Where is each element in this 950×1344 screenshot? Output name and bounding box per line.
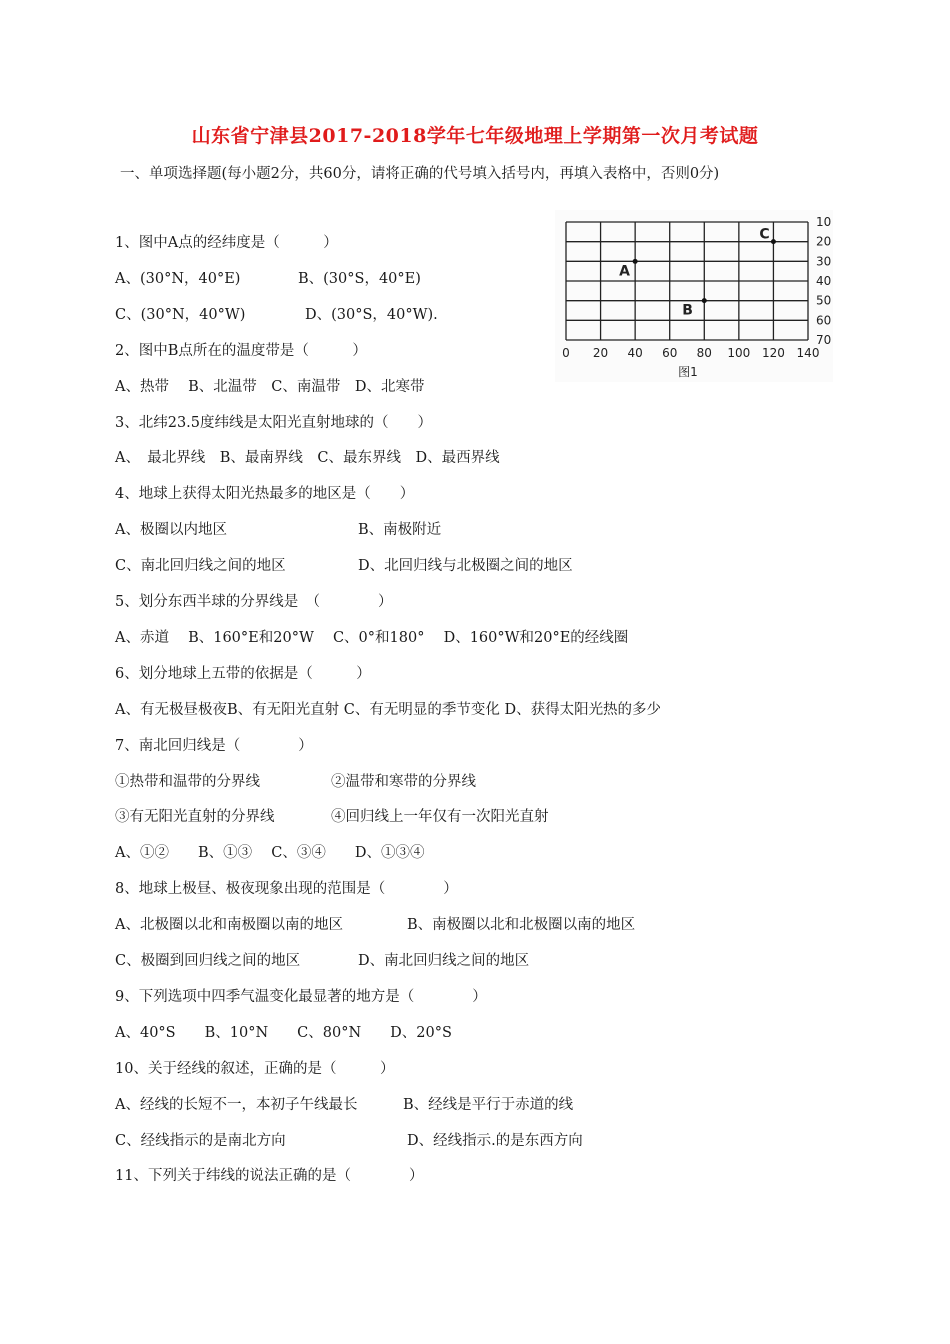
y-tick-label: 60 [816,313,832,328]
question-line [115,267,421,288]
x-tick-label: 20 [592,346,609,360]
question-line [115,698,661,719]
question-line [115,913,636,934]
line-text: ③有无阳光直射的分界线 [115,809,275,826]
point-a-marker [633,259,638,264]
point-c-marker [771,239,776,244]
y-tick-label: 70 [816,333,832,347]
line-text: C、极圈到回归线之间的地区 [115,953,301,969]
line-text: A、极圈以内地区 [115,522,227,539]
question-line [115,985,487,1006]
line-text: C、(30°N，40°W) [115,306,246,323]
question-line [115,231,338,252]
x-tick-label: 0 [562,346,570,360]
grid-map-svg [555,210,833,382]
question-line [115,1057,394,1078]
question-line [115,770,476,791]
line-text: A、经线的长短不一，本初子午线最长 [115,1096,358,1113]
question-line [115,877,458,898]
question-line [115,446,500,467]
line-text: 5、划分东西半球的分界线是 （ ） [115,594,393,610]
question-line [115,949,530,970]
line-text: ①热带和温带的分界线 [115,773,260,790]
line-option-right: D、北回归线与北极圈之间的地区 [358,558,573,575]
question-line [115,590,392,611]
line-text: A、 最北界线 B、最南界线 C、最东界线 D、最西界线 [115,450,500,467]
line-option-right: ②温带和寒带的分界线 [331,773,476,790]
question-line [115,805,549,826]
line-option-right: B、南极附近 [358,522,442,539]
question-line [115,1164,423,1185]
question-line [115,482,414,503]
figure-caption: 图1 [678,365,698,379]
point-a-label: A [619,263,630,280]
line-text: A、(30°N，40°E) [115,270,241,287]
question-line [115,1021,452,1042]
x-tick-label: 100 [727,346,751,360]
line-option-right: B、经线是平行于赤道的线 [403,1096,574,1113]
y-tick-label: 20 [816,234,832,249]
question-line [115,411,432,432]
line-text: 8、地球上极昼、极夜现象出现的范围是（ ） [115,881,458,898]
line-text: 4、地球上获得太阳光热最多的地区是（ ） [115,486,415,503]
line-text: A、①② B、①③ C、③④ D、①③④ [115,845,425,862]
question-line [115,841,424,862]
line-text: A、40°S B、10°N C、80°N D、20°S [115,1024,452,1041]
line-text: 7、南北回归线是（ ） [115,737,313,754]
x-tick-label: 60 [662,346,678,360]
line-option-right: D、经线指示.的是东西方向 [407,1132,583,1149]
line-text: C、南北回归线之间的地区 [115,558,286,575]
point-b-marker [702,298,707,303]
line-text: A、有无极昼极夜B、有无阳光直射 C、有无明显的季节变化 D、获得太阳光热的多少 [115,701,662,718]
question-line [115,375,424,396]
question-line [115,554,573,575]
y-tick-label: 10 [816,215,832,229]
line-option-right: D、南北回归线之间的地区 [358,953,530,969]
point-b-label: B [682,302,693,319]
point-c-label: C [759,226,770,243]
section-heading: 一、单项选择题(每小题2分，共60分，请将正确的代号填入括号内，再填入表格中，否则0分) [120,166,720,182]
question-line [115,1129,583,1150]
question-line [115,626,628,647]
line-text: 10、关于经线的叙述，正确的是（ ） [115,1060,395,1077]
y-tick-label: 40 [816,274,832,288]
x-tick-label: 140 [796,346,820,360]
y-tick-label: 30 [816,254,832,269]
line-option-right: ④回归线上一年仅有一次阳光直射 [331,809,549,826]
line-text: A、赤道 B、160°E和20°W C、0°和180° D、160°W和20°E的经线圈 [115,629,629,646]
question-line [115,339,367,360]
line-option-right: B、南极圈以北和北极圈以南的地区 [407,917,636,934]
question-line [115,734,313,755]
line-text: 6、划分地球上五带的依据是（ ） [115,665,371,682]
line-text: 1、图中A点的经纬度是（ ） [115,235,338,251]
question-line [115,1093,574,1114]
figure-lat-lon-grid [555,210,833,382]
x-tick-label: 120 [761,346,785,360]
question-line [115,518,442,539]
line-text: A、热带 B、北温带 C、南温带 D、北寒带 [115,378,425,395]
line-text: C、经线指示的是南北方向 [115,1132,286,1149]
line-text: 2、图中B点所在的温度带是（ ） [115,342,367,359]
x-tick-label: 80 [696,346,712,360]
line-text: 11、下列关于纬线的说法正确的是（ ） [115,1168,424,1185]
line-option-right: D、(30°S，40°W). [305,306,438,323]
line-text: 3、北纬23.5度纬线是太阳光直射地球的（ ） [115,414,433,431]
question-line [115,662,371,683]
x-tick-label: 40 [627,346,643,360]
question-line [115,303,438,324]
line-text: 9、下列选项中四季气温变化最显著的地方是（ ） [115,988,487,1005]
y-tick-label: 50 [816,293,832,308]
line-option-right: B、(30°S，40°E) [298,270,421,287]
line-text: A、北极圈以北和南极圈以南的地区 [115,917,343,934]
document-title: 山东省宁津县2017-2018学年七年级地理上学期第一次月考试题 [191,125,759,147]
